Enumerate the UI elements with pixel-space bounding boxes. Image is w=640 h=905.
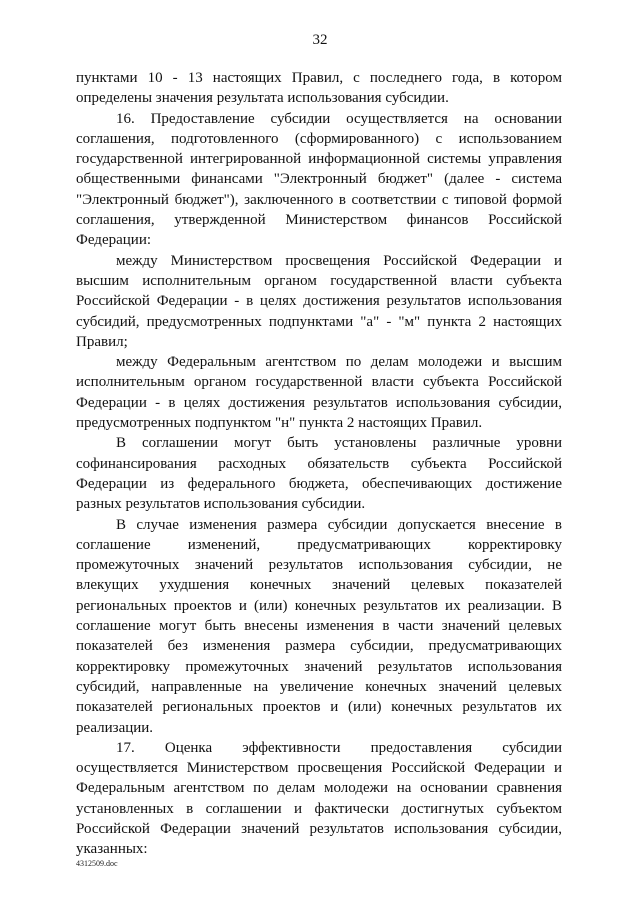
page-number: 32	[312, 32, 328, 48]
paragraph-cofinancing-levels: В соглашении могут быть установлены различные уровни софинансирования расходных обязательств субъекта Российской Федерации из федерального бюджета, обеспечивающих достижение разных результатов использования субсидии.	[76, 435, 562, 513]
paragraph-ministry-agreement: между Министерством просвещения Российской Федерации и высшим исполнительным органом государственной власти субъекта Российской Федерации - в целях достижения результатов использования субсидий, предусмотренных подпунктами "а" - "м" пункта 2 настоящих Правил;	[76, 252, 562, 350]
paragraph-continuation: пунктами 10 - 13 настоящих Правил, с последнего года, в котором определены значения результата использования субсидии.	[76, 70, 562, 107]
paragraph-item-16: 16. Предоставление субсидии осуществляется на основании соглашения, подготовленного (сформированного) с использованием государственной интегрированной информационной системы управления общественными финансами "Электронный бюджет" (далее - система "Электронный бюджет"), заключенного в соответствии с типовой формой соглашения, утвержденной Министерством финансов Российской Федерации:	[76, 110, 562, 249]
paragraph-subsidy-changes: В случае изменения размера субсидии допускается внесение в соглашение изменений, предусматривающих корректировку промежуточных значений результатов использования субсидии, не влекущих ухудшения конечных значений целевых показателей региональных проектов и (или) конечных результатов их реализации. В соглашение могут быть внесены изменения в части значений целевых показателей без изменения размера субсидии, предусматривающих корректировку промежуточных значений результатов использования субсидий, направленные на увеличение конечных значений целевых показателей региональных проектов и (или) конечных результатов их реализации.	[76, 516, 562, 736]
paragraph-youth-agency-agreement: между Федеральным агентством по делам молодежи и высшим исполнительным органом государственной власти субъекта Российской Федерации - в целях достижения результатов использования субсидии, предусмотренных подпунктом "н" пункта 2 настоящих Правил.	[76, 354, 562, 432]
paragraph-item-17: 17. Оценка эффективности предоставления субсидии осуществляется Министерством просвещения Российской Федерации и Федеральным агентством по делам молодежи на основании сравнения установленных в соглашении и фактически достигнутых субъектом Российской Федерации значений результатов использования субсидии, указанных:	[76, 739, 562, 858]
footer-document-code: 4312509.doc	[76, 859, 118, 868]
document-body	[76, 68, 562, 860]
